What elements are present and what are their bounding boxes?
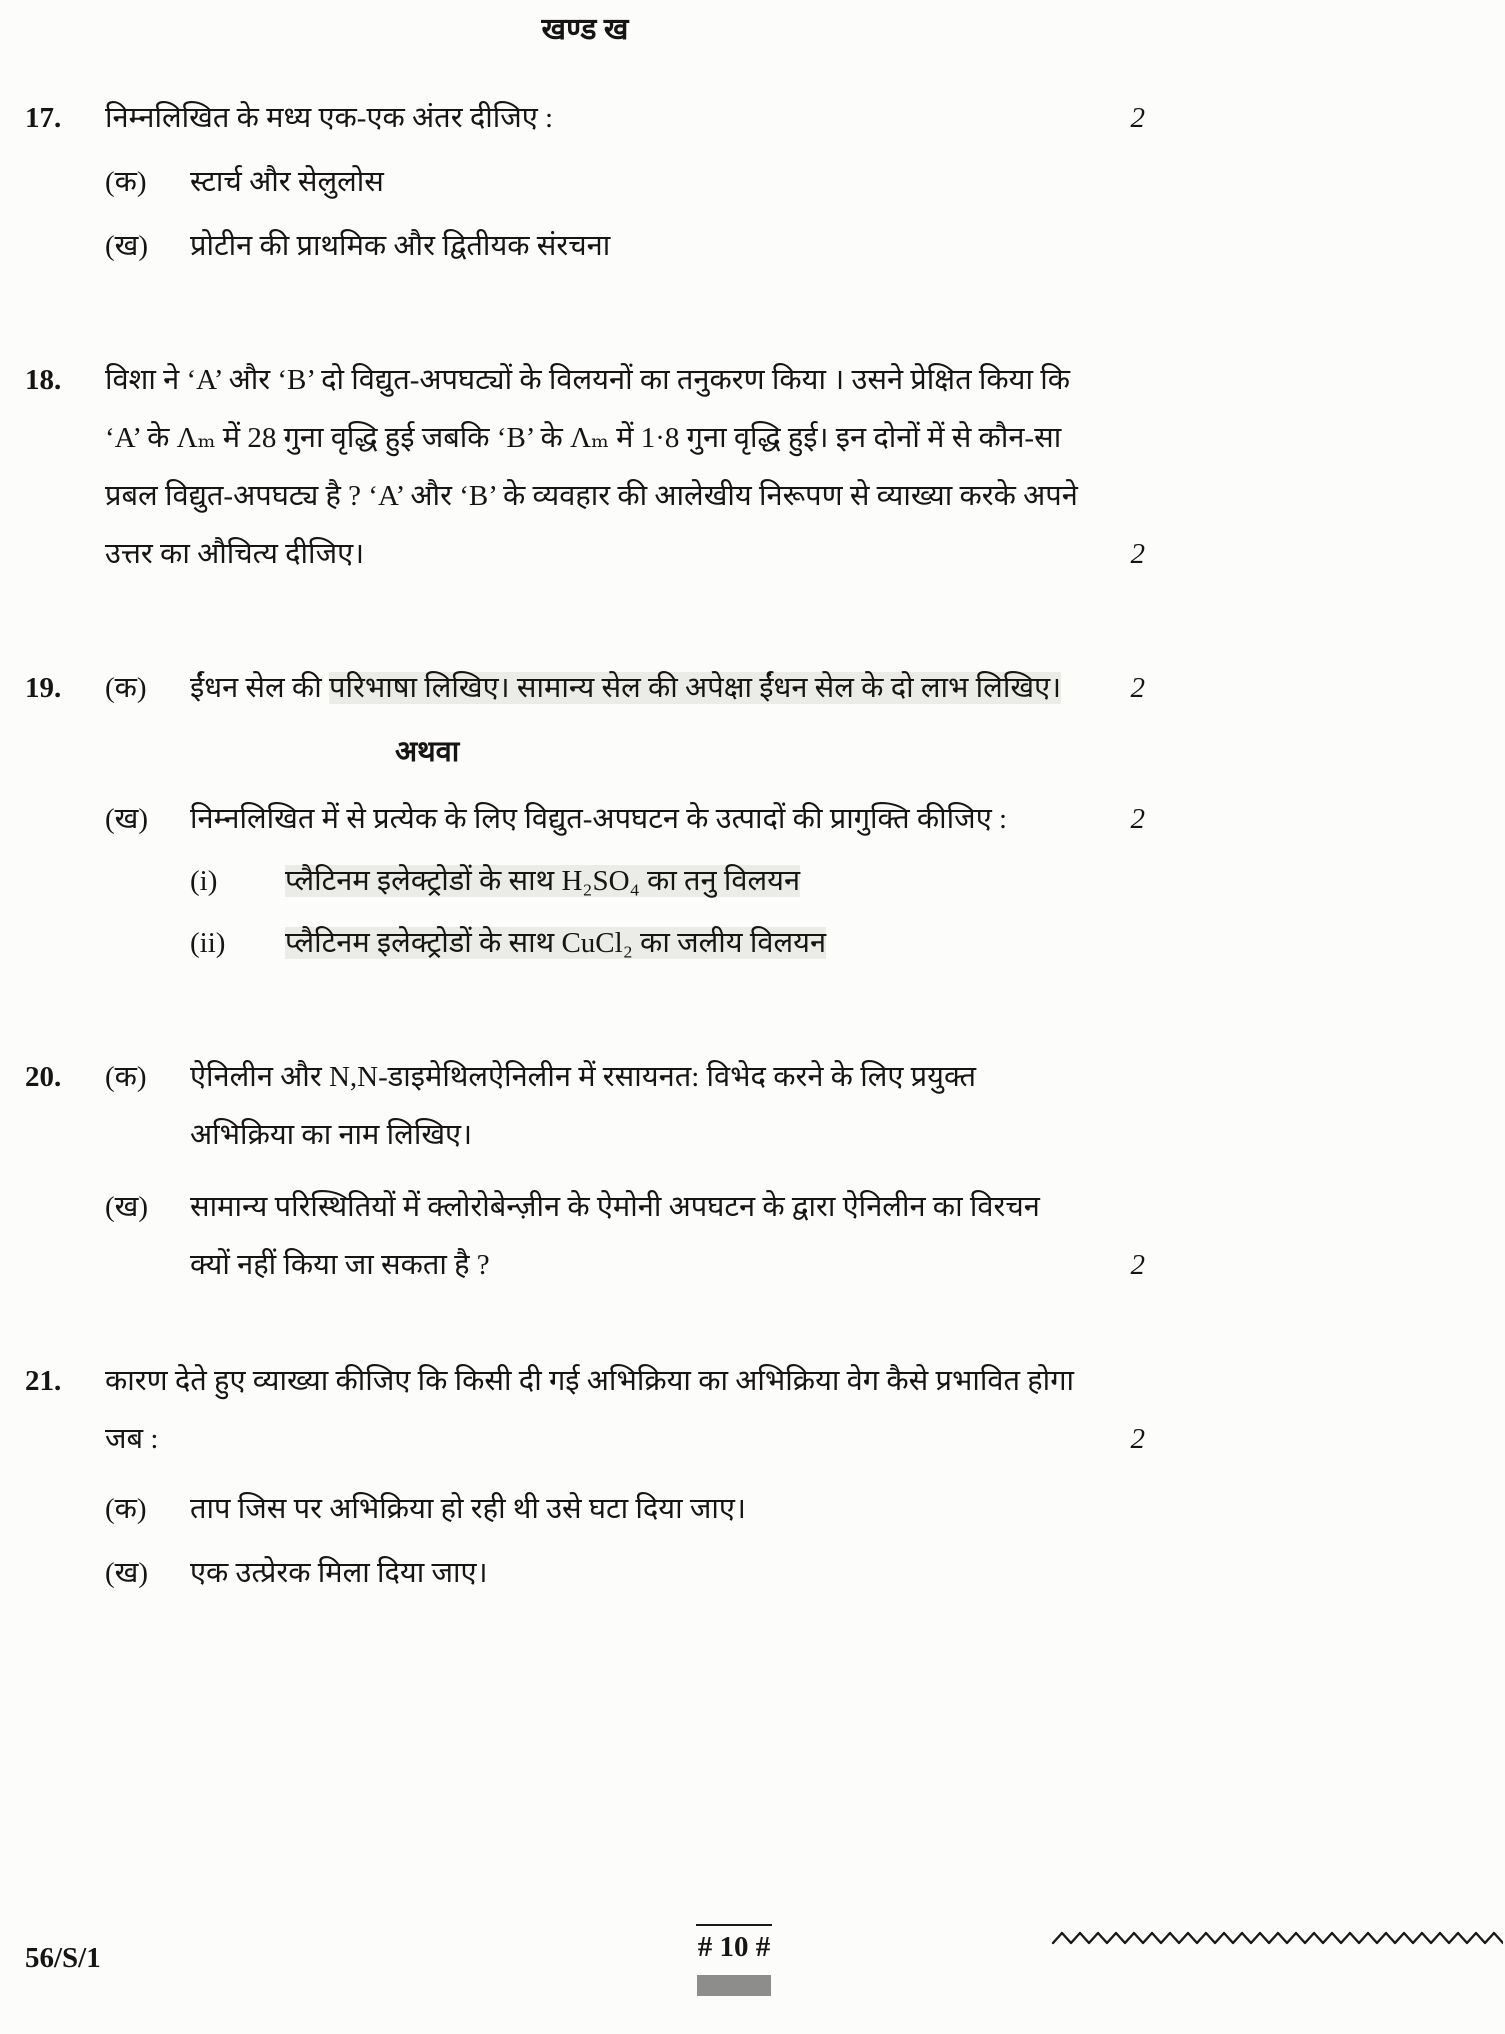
part-b (105, 1544, 1145, 1602)
part-b (105, 217, 1145, 275)
part-a (105, 1480, 1145, 1538)
question-number: 17. (25, 102, 62, 134)
part-label: (क) (105, 166, 147, 198)
subpart-text-inner: प्लैटिनम इलेक्ट्रोडों के साथ H₂SO₄ का तनु विलयन (285, 865, 801, 898)
part-text (190, 659, 1085, 717)
paper-code: 56/S/1 (25, 1942, 101, 1974)
question-number: 19. (25, 672, 62, 704)
question-20 (25, 1048, 1145, 1294)
marks-value: 2 (1130, 803, 1145, 836)
marks-spacer (1085, 1048, 1145, 1164)
part-b (105, 790, 1145, 848)
marks-spacer (1085, 1480, 1145, 1538)
subpart-i (105, 852, 1145, 910)
marks-value: 2 (1130, 1423, 1145, 1456)
part-label: (क) (105, 672, 147, 704)
part-text: ताप जिस पर अभिक्रिया हो रही थी उसे घटा दिया जाए। (190, 1493, 746, 1526)
or-label: अथवा (395, 736, 460, 768)
part-label: (ख) (105, 230, 149, 262)
part-label: (ख) (105, 1557, 149, 1590)
question-21 (25, 1352, 1145, 1602)
page-footer (0, 1924, 1505, 2034)
part-a (105, 153, 1145, 211)
marks-value: 2 (1130, 672, 1145, 704)
question-18 (25, 351, 1145, 583)
part-label: (क) (105, 1061, 147, 1094)
question-number: 18. (25, 364, 62, 396)
page-number-rule (696, 1924, 772, 1926)
marks-value: 2 (1130, 1249, 1145, 1282)
question-17 (25, 89, 1145, 275)
part-a (105, 1048, 1145, 1164)
marks-spacer (1085, 1544, 1145, 1602)
subpart-label: (i) (190, 865, 218, 898)
part-text: सामान्य परिस्थितियों में क्लोरोबेन्ज़ीन के ऐमोनी अपघटन के द्वारा ऐनिलीन का विरचन क्यों नहीं किया जा सकता है ? (190, 1191, 1040, 1282)
subpart-text-inner: प्लैटिनम इलेक्ट्रोडों के साथ CuCl₂ का जलीय विलयन (285, 927, 827, 960)
part-text: एक उत्प्रेरक मिला दिया जाए। (190, 1557, 488, 1590)
marks-spacer (1085, 217, 1145, 275)
part-text: स्टार्च और सेलुलोस (190, 166, 384, 198)
part-label: (ख) (105, 1191, 149, 1224)
page-number-block (689, 1924, 779, 1996)
question-text: निम्नलिखित के मध्य एक-एक अंतर दीजिए : (105, 102, 554, 134)
part-text-highlight: परिभाषा लिखिए। सामान्य सेल की अपेक्षा ईंधन सेल के दो लाभ लिखिए। (328, 672, 1062, 704)
subpart-text (285, 914, 1145, 972)
section-title: खण्ड ख (541, 13, 629, 46)
question-19 (25, 659, 1145, 972)
part-text-lead: ईंधन सेल की (190, 672, 329, 704)
part-text: निम्नलिखित में से प्रत्येक के लिए विद्युत-अपघटन के उत्पादों की प्रागुक्ति कीजिए : (190, 803, 1008, 836)
marks-value: 2 (1130, 102, 1145, 134)
or-row (105, 725, 1145, 780)
part-text: ऐनिलीन और N,N-डाइमेथिलऐनिलीन में रसायनत: विभेद करने के लिए प्रयुक्त अभिक्रिया का नाम लिखिए। (190, 1061, 977, 1152)
question-number: 20. (25, 1061, 62, 1094)
marks-value: 2 (1130, 538, 1145, 570)
subpart-label: (ii) (190, 927, 226, 960)
subpart-ii (105, 914, 1145, 972)
wavy-line (1051, 1926, 1503, 1950)
part-a (105, 659, 1145, 717)
part-b (105, 1178, 1145, 1294)
question-text: कारण देते हुए व्याख्या कीजिए कि किसी दी गई अभिक्रिया का अभिक्रिया वेग कैसे प्रभावित होगा जब : (105, 1365, 1075, 1456)
gray-scan-block (697, 1975, 771, 1996)
page-number: # 10 # (697, 1931, 771, 1963)
part-text: प्रोटीन की प्राथमिक और द्वितीयक संरचना (190, 230, 611, 262)
question-text: विशा ने ‘A’ और ‘B’ दो विद्युत-अपघट्यों के विलयनों का तनुकरण किया । उसने प्रेक्षित किया कि ‘A’ के Λₘ में 28 गुना वृद्धि हुई जबकि ‘B’ के Λₘ में 1·8 गुना वृद्धि हुई। इन दोनों में से कौन-सा प्रबल विद्युत-अपघट्य है ? ‘A’ और ‘B’ के व्यवहार की आलेखीय निरूपण से व्याख्या करके अपने उत्तर का औचित्य दीजिए। (105, 364, 1078, 570)
part-label: (क) (105, 1493, 147, 1526)
subpart-text (285, 852, 1145, 910)
part-label: (ख) (105, 803, 149, 836)
question-number: 21. (25, 1365, 62, 1398)
marks-spacer (1085, 153, 1145, 211)
